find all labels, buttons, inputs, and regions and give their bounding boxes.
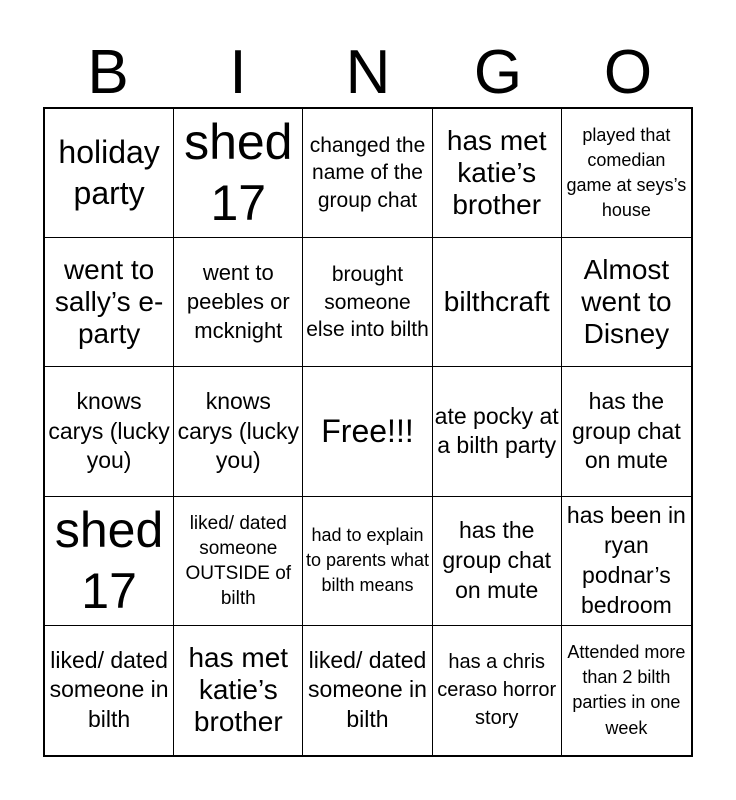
- bingo-cell[interactable]: bilthcraft: [433, 238, 562, 367]
- bingo-cell[interactable]: has met katie’s brother: [433, 109, 562, 238]
- bingo-cell[interactable]: had to explain to parents what bilth means: [303, 497, 432, 626]
- bingo-cell[interactable]: shed 17: [174, 109, 303, 238]
- bingo-cell[interactable]: changed the name of the group chat: [303, 109, 432, 238]
- bingo-cell[interactable]: has met katie’s brother: [174, 626, 303, 755]
- header-letter-o: O: [603, 38, 653, 107]
- bingo-cell[interactable]: played that comedian game at seys’s house: [562, 109, 691, 238]
- header-letter-i: I: [229, 38, 247, 107]
- bingo-board: [43, 107, 693, 757]
- header-letter-b: B: [87, 38, 129, 107]
- bingo-cell[interactable]: has been in ryan podnar’s bedroom: [562, 497, 691, 626]
- bingo-cell[interactable]: knows carys (lucky you): [174, 367, 303, 496]
- bingo-cell[interactable]: Almost went to Disney: [562, 238, 691, 367]
- bingo-cell[interactable]: ate pocky at a bilth party: [433, 367, 562, 496]
- bingo-cell[interactable]: brought someone else into bilth: [303, 238, 432, 367]
- bingo-header: [43, 38, 693, 108]
- bingo-cell[interactable]: has the group chat on mute: [433, 497, 562, 626]
- header-letter-g: G: [473, 38, 523, 107]
- bingo-cell[interactable]: went to sally’s e-party: [45, 238, 174, 367]
- bingo-cell[interactable]: liked/ dated someone OUTSIDE of bilth: [174, 497, 303, 626]
- bingo-cell[interactable]: has a chris ceraso horror story: [433, 626, 562, 755]
- bingo-cell[interactable]: liked/ dated someone in bilth: [45, 626, 174, 755]
- bingo-cell[interactable]: went to peebles or mcknight: [174, 238, 303, 367]
- bingo-cell[interactable]: knows carys (lucky you): [45, 367, 174, 496]
- bingo-cell[interactable]: liked/ dated someone in bilth: [303, 626, 432, 755]
- header-letter-n: N: [345, 38, 391, 107]
- free-space[interactable]: Free!!!: [303, 367, 432, 496]
- bingo-cell[interactable]: shed 17: [45, 497, 174, 626]
- bingo-cell[interactable]: holiday party: [45, 109, 174, 238]
- bingo-cell[interactable]: has the group chat on mute: [562, 367, 691, 496]
- bingo-cell[interactable]: Attended more than 2 bilth parties in one week: [567, 642, 686, 738]
